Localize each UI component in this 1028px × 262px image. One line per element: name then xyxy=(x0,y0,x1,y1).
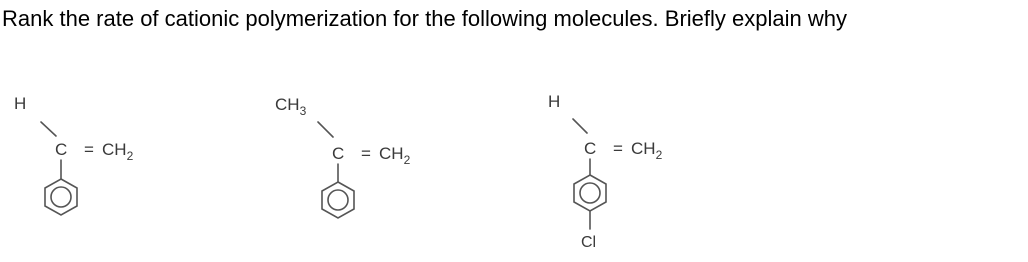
molecule-3-carbon-label: C xyxy=(584,139,597,158)
molecule-3-p-chlorostyrene xyxy=(548,92,663,251)
molecule-3-aromatic-circle xyxy=(580,183,600,203)
question-text: Rank the rate of cationic polymerization for the following molecules. Briefly explain why xyxy=(2,6,847,31)
molecule-1-ch2-label xyxy=(102,140,134,163)
molecule-1-ch2-subscript: 2 xyxy=(126,149,134,163)
molecule-3-ch: CH xyxy=(631,139,656,158)
molecule-2-ch2-subscript: 2 xyxy=(403,153,411,167)
molecule-2-double-bond: = xyxy=(361,144,371,163)
molecule-2-ch3-c-bond xyxy=(318,122,333,137)
molecule-3-chlorine-label: Cl xyxy=(581,234,597,251)
molecule-2-ch: CH xyxy=(275,95,300,114)
molecule-3-h-c-bond xyxy=(573,119,587,133)
molecule-1-h-c-bond xyxy=(41,122,56,136)
molecule-3-benzene-ring xyxy=(574,175,606,211)
molecule-1-double-bond: = xyxy=(84,140,94,159)
molecule-3-double-bond: = xyxy=(613,139,623,158)
molecule-2-ch2-label xyxy=(379,144,411,167)
molecule-1-aromatic-circle xyxy=(51,187,71,207)
molecule-3-hydrogen-label: H xyxy=(548,92,561,111)
molecule-1-ch: CH xyxy=(102,140,127,159)
molecule-3-ch2-subscript: 2 xyxy=(655,148,663,162)
molecule-2-benzene-ring xyxy=(322,182,354,218)
molecule-1-benzene-ring xyxy=(45,179,77,215)
molecule-2-ch: CH xyxy=(379,144,404,163)
molecule-2-ch3-subscript: 3 xyxy=(299,104,307,118)
molecule-2-carbon-label: C xyxy=(332,144,345,163)
molecule-1-carbon-label: C xyxy=(55,140,68,159)
molecule-2-alpha-methylstyrene xyxy=(275,95,411,218)
molecule-2-methyl-label xyxy=(275,95,307,118)
molecule-1-styrene xyxy=(14,94,134,215)
molecule-1-hydrogen-label: H xyxy=(14,94,27,113)
molecule-2-aromatic-circle xyxy=(328,190,348,210)
molecule-3-ch2-label xyxy=(631,139,663,162)
